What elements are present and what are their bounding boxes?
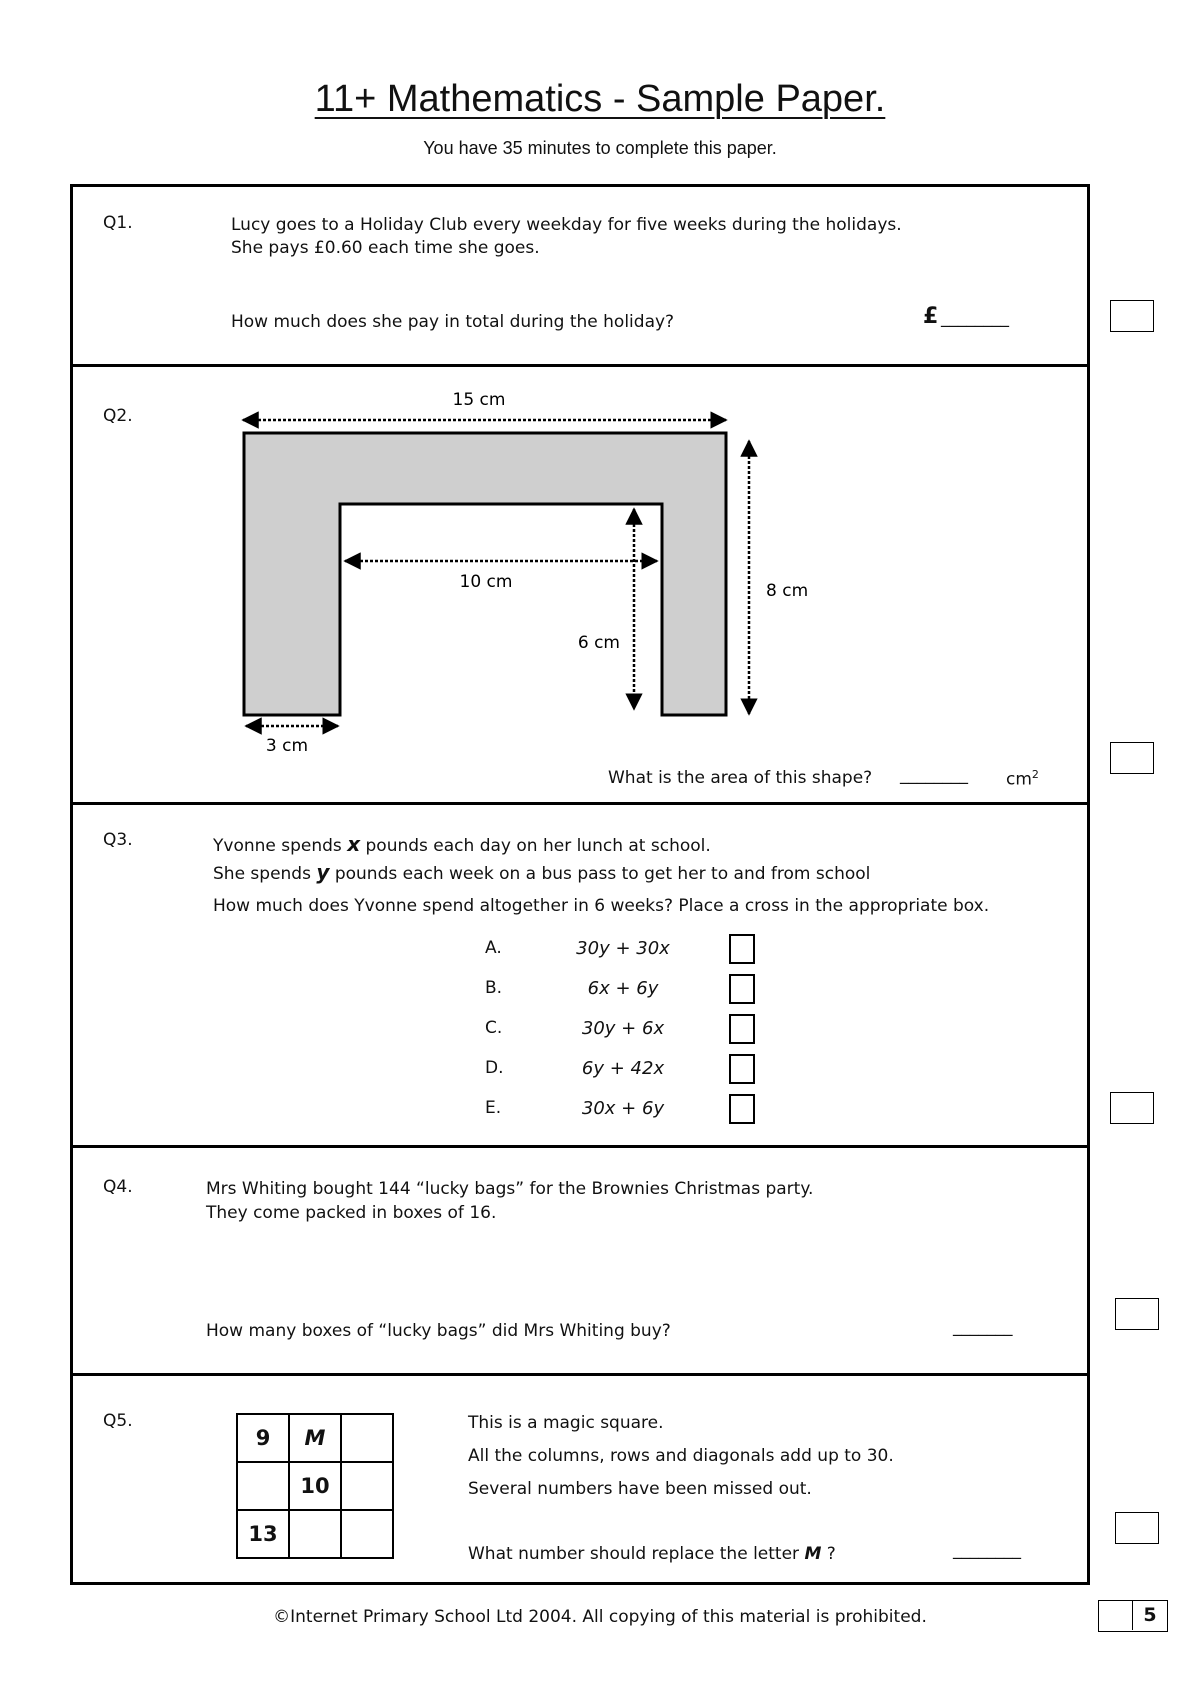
dim-label-height: 8 cm (766, 581, 809, 601)
choice-b (73, 978, 1087, 1012)
question-prompt: What is the area of this shape? (608, 768, 873, 788)
question-text: Yvonne spends x pounds each day on her lunch at school. (213, 832, 711, 856)
question-prompt: How many boxes of “lucky bags” did Mrs Whiting buy? (206, 1321, 671, 1341)
grid-cell: M (289, 1414, 341, 1462)
question-2 (73, 364, 1087, 805)
answer-blank[interactable]: _______ (953, 1317, 1013, 1337)
question-1 (73, 187, 1087, 367)
choice-a (73, 938, 1087, 972)
time-instruction: You have 35 minutes to complete this paper. (423, 138, 777, 158)
currency-symbol: £ (923, 304, 939, 329)
question-number: Q2. (103, 406, 133, 426)
question-text: Several numbers have been missed out. (468, 1479, 812, 1499)
choice-c (73, 1018, 1087, 1052)
choice-checkbox[interactable] (729, 1054, 755, 1084)
question-4 (73, 1145, 1087, 1376)
grid-cell (341, 1462, 393, 1510)
grid-cell (341, 1414, 393, 1462)
paper-title: 11+ Mathematics - Sample Paper. (314, 78, 886, 120)
copyright-footer: ©Internet Primary School Ltd 2004. All copying of this material is prohibited. (273, 1607, 927, 1627)
magic-square-grid (236, 1413, 394, 1559)
question-text: Mrs Whiting bought 144 “lucky bags” for the Brownies Christmas party. (206, 1179, 814, 1199)
choice-expression: 6x + 6y (587, 978, 659, 999)
choice-checkbox[interactable] (729, 934, 755, 964)
mark-box-q4[interactable] (1115, 1298, 1159, 1330)
choice-d (73, 1058, 1087, 1092)
question-prompt: How much does she pay in total during the holiday? (231, 312, 675, 332)
choice-letter: E. (485, 1098, 502, 1118)
choice-e (73, 1098, 1087, 1132)
question-text: She pays £0.60 each time she goes. (231, 238, 540, 258)
grid-cell: 10 (289, 1462, 341, 1510)
mark-box-q3[interactable] (1110, 1092, 1154, 1124)
dim-label-inner-width: 10 cm (459, 572, 513, 592)
choice-expression: 6y + 42x (581, 1058, 665, 1079)
answer-blank[interactable]: ________ (941, 308, 1009, 328)
grid-cell (341, 1510, 393, 1558)
question-prompt: What number should replace the letter M ? (468, 1544, 836, 1564)
choice-expression: 30y + 30x (576, 938, 670, 959)
question-text: Lucy goes to a Holiday Club every weekday for five weeks during the holidays. (231, 215, 902, 235)
choice-checkbox[interactable] (729, 974, 755, 1004)
grid-cell: 13 (237, 1510, 289, 1558)
question-prompt: How much does Yvonne spend altogether in 6 weeks? Place a cross in the appropriate box. (213, 896, 990, 916)
dim-label-top: 15 cm (452, 390, 506, 410)
grid-cell (289, 1510, 341, 1558)
choice-checkbox[interactable] (729, 1094, 755, 1124)
choice-expression: 30y + 6x (581, 1018, 665, 1039)
question-text: They come packed in boxes of 16. (206, 1203, 497, 1223)
question-number: Q3. (103, 830, 133, 850)
choice-letter: B. (485, 978, 503, 998)
question-text: This is a magic square. (468, 1413, 664, 1433)
page-number-box (1098, 1600, 1168, 1632)
answer-blank[interactable]: ________ (953, 1540, 1021, 1560)
mark-box-q5[interactable] (1115, 1512, 1159, 1544)
question-text: She spends y pounds each week on a bus pass to get her to and from school (213, 860, 871, 884)
page-number: 5 (1132, 1601, 1167, 1630)
mark-box-q2[interactable] (1110, 742, 1154, 774)
choice-letter: D. (485, 1058, 504, 1078)
grid-cell: 9 (237, 1414, 289, 1462)
answer-blank[interactable]: ________ (900, 765, 968, 785)
mark-box-q1[interactable] (1110, 300, 1154, 332)
question-text: All the columns, rows and diagonals add up to 30. (468, 1446, 894, 1466)
grid-cell (237, 1462, 289, 1510)
choice-checkbox[interactable] (729, 1014, 755, 1044)
question-number: Q5. (103, 1411, 133, 1431)
question-number: Q1. (103, 213, 133, 233)
questions-frame (70, 184, 1090, 1585)
dim-label-leg: 3 cm (265, 736, 309, 756)
answer-unit: $cm^2$ (1006, 768, 1039, 790)
question-5 (73, 1373, 1087, 1582)
choice-letter: A. (485, 938, 502, 958)
question-number: Q4. (103, 1177, 133, 1197)
choice-expression: 30x + 6y (581, 1098, 665, 1119)
dim-label-inner-height: 6 cm (577, 633, 620, 653)
u-shape-diagram (73, 364, 873, 764)
choice-letter: C. (485, 1018, 503, 1038)
question-3 (73, 802, 1087, 1148)
